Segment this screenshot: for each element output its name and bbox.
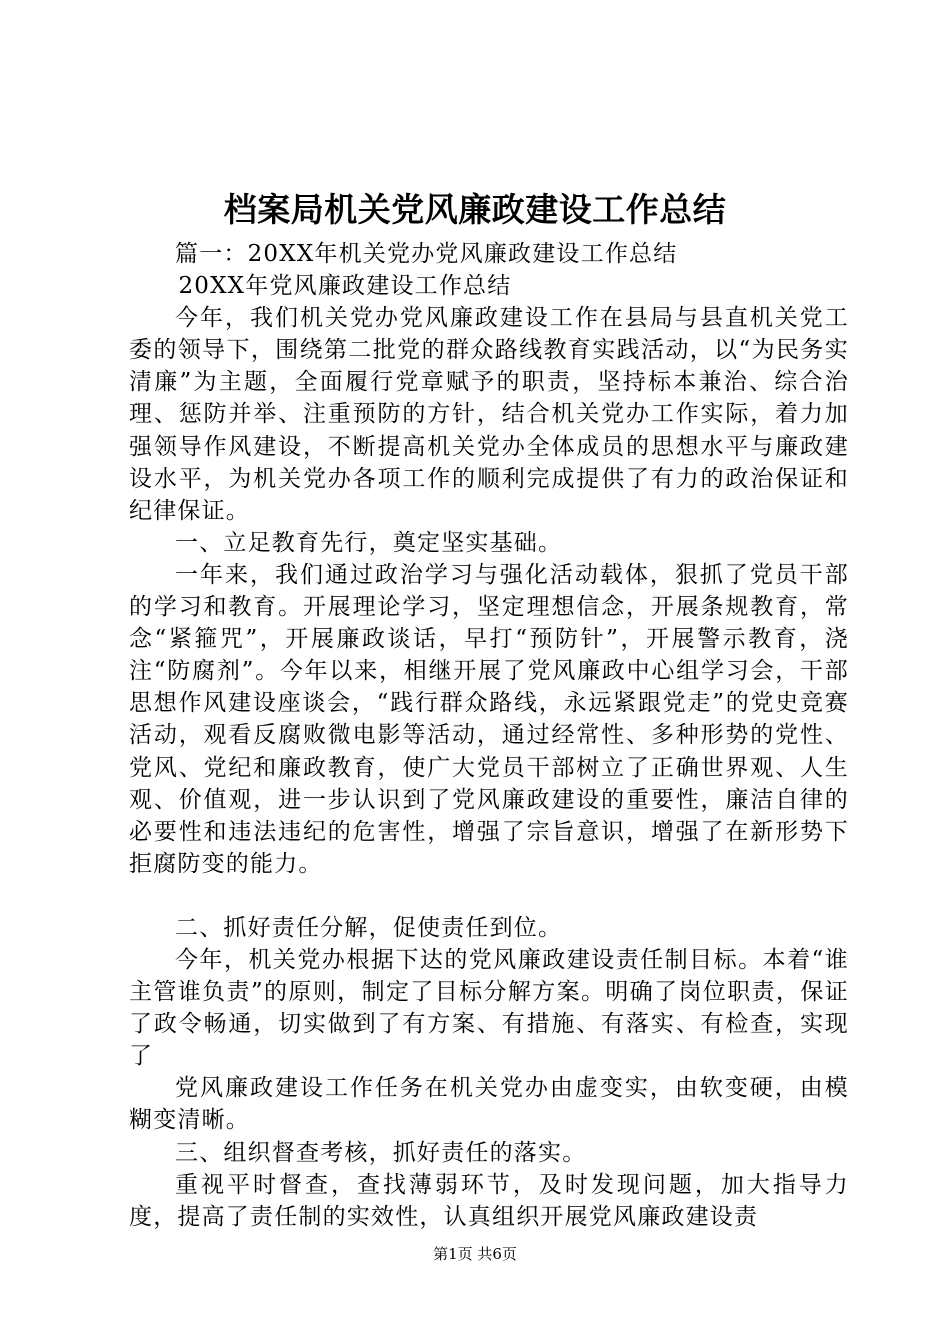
paragraph-spacer: [129, 880, 849, 912]
paragraph-heading-three: 三、组织督查考核，抓好责任的落实。: [175, 1139, 587, 1166]
paragraph-intro: 今年，我们机关党办党风廉政建设工作在县局与县直机关党工委的领导下，围绕第二批党的群众路线教育实践活动，以“为民务实清廉”为主题，全面履行党章赋予的职责，坚持标本兼治、综合治理、惩防并举、注重预防的方针，结合机关党办工作实际，着力加强领导作风建设，不断提高机关党办全体成员的思想水平与廉政建设水平，为机关党办各项工作的顺利完成提供了有力的政治保证和纪律保证。: [129, 305, 849, 524]
paragraph-heading-one: 一、立足教育先行，奠定坚实基础。: [175, 529, 563, 556]
paragraph-section-heading: 篇一：20XX年机关党办党风廉政建设工作总结: [175, 241, 678, 267]
paragraph-education: 一年来，我们通过政治学习与强化活动载体，狠抓了党员干部的学习和教育。开展理论学习，坚定理想信念，开展条规教育，常念“紧箍咒”，开展廉政谈话，早打“预防针”，开展警示教育，浇注“防腐剂”。今年以来，相继开展了党风廉政中心组学习会，干部思想作风建设座谈会，“践行群众路线，永远紧跟党走”的党史竞赛活动，观看反腐败微电影等活动，通过经常性、多种形势的党性、党风、党纪和廉政教育，使广大党员干部树立了正确世界观、人生观、价值观，进一步认识到了党风廉政建设的重要性，廉洁自律的必要性和违法违纪的危害性，增强了宗旨意识，增强了在新形势下拒腐防变的能力。: [129, 561, 849, 877]
paragraph-inspection: 重视平时督查，查找薄弱环节，及时发现问题，加大指导力度，提高了责任制的实效性，认真组织开展党风廉政建设责: [129, 1171, 849, 1230]
paragraph-heading-two: 二、抓好责任分解，促使责任到位。: [175, 914, 563, 941]
document-body: [129, 238, 849, 1233]
paragraph-responsibility: 今年，机关党办根据下达的党风廉政建设责任制目标。本着“谁主管谁负责”的原则，制定了目标分解方案。明确了岗位职责，保证了政令畅通，切实做到了有方案、有措施、有落实、有检查，实现了: [129, 946, 849, 1070]
paragraph-responsibility-cont: 党风廉政建设工作任务在机关党办由虚变实，由软变硬，由模糊变清晰。: [129, 1075, 849, 1134]
document-title: 档案局机关党风廉政建设工作总结: [223, 190, 727, 229]
page-number-footer: 第1页 共6页: [433, 1245, 517, 1263]
paragraph-subtitle: 20XX年党风廉政建设工作总结: [178, 273, 512, 300]
